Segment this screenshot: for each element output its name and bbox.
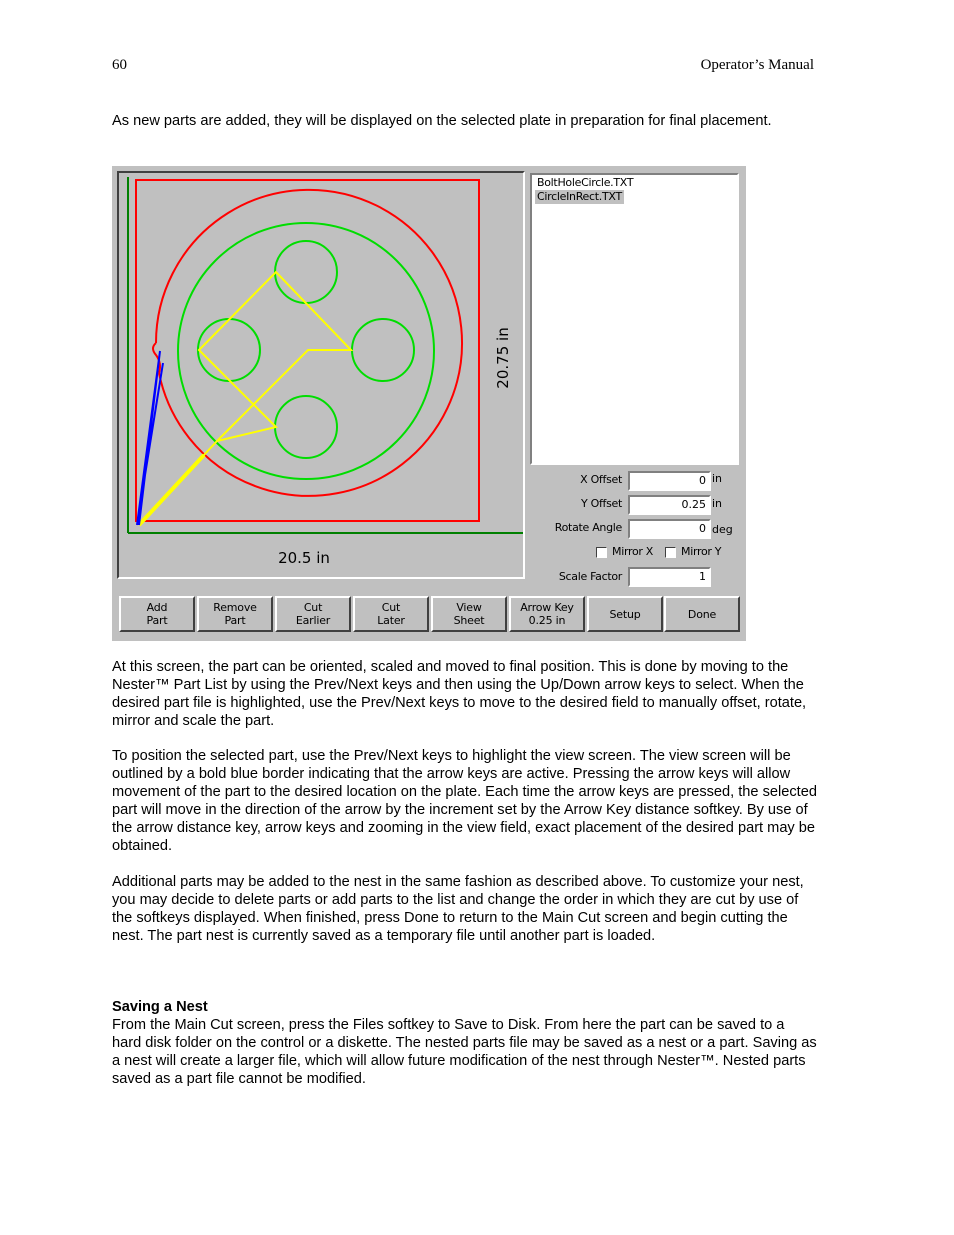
outer-part-circle	[156, 190, 462, 496]
cut-later-button[interactable]: Cut Later	[353, 596, 429, 632]
manual-title: Operator’s Manual	[700, 57, 814, 73]
saving-paragraph: From the Main Cut screen, press the Files softkey to Save to Disk. From here the part can be saved to a hard disk folder on the control or a diskette. The nested parts file may be saved as a nest or a part. Saving as a nest will create a larger file, which will allow future modification of the nest through Nester™. Nested parts saved as a part file cannot be modified.	[112, 1017, 817, 1087]
view-sheet-button[interactable]: View Sheet	[431, 596, 507, 632]
bolt-hole-top	[275, 241, 337, 303]
add-part-button[interactable]: Add Part	[119, 596, 195, 632]
width-dimension: 20.5 in	[278, 549, 330, 567]
nest-view-drawing	[119, 173, 523, 577]
rotate-angle-label: Rotate Angle	[554, 521, 622, 534]
body-paragraph-3: Additional parts may be added to the nest in the same fashion as described above. To customize your nest, you may decide to delete parts or add parts to the list and change the order in which they are cut by use of the softkeys displayed. When finished, press Done to return to the Main Cut screen and begin cutting the nest. The part nest is currently saved as a temporary file until another part is loaded.	[112, 874, 804, 944]
x-offset-label: X Offset	[580, 473, 622, 486]
traverse-path-start	[139, 455, 204, 525]
mirror-y-checkbox[interactable]	[665, 547, 676, 558]
bolt-hole-left	[198, 319, 260, 381]
cut-earlier-button[interactable]: Cut Earlier	[275, 596, 351, 632]
page-number: 60	[112, 57, 127, 73]
nester-screen	[112, 166, 746, 641]
arrow-key-button[interactable]: Arrow Key 0.25 in	[509, 596, 585, 632]
part-list-item-selected[interactable]: CircleInRect.TXT	[537, 190, 622, 203]
y-offset-label: Y Offset	[580, 497, 622, 510]
body-paragraph-1: At this screen, the part can be oriented, scaled and moved to final position. This is done by moving to the Nester™ Part List by using the Prev/Next keys and then using the Up/Down arrow keys to select. When the desired part file is highlighted, use the Prev/Next keys to move to the desired field to manually offset, rotate, mirror and scale the part.	[112, 659, 807, 729]
scale-factor-field[interactable]: 1	[628, 567, 711, 587]
setup-button[interactable]: Setup	[587, 596, 663, 632]
mirror-x-checkbox[interactable]	[596, 547, 607, 558]
bolt-hole-right	[352, 319, 414, 381]
bolt-hole-bottom	[275, 396, 337, 458]
view-screen[interactable]	[117, 171, 525, 579]
rotate-angle-field[interactable]: 0	[628, 519, 711, 539]
intro-paragraph: As new parts are added, they will be displayed on the selected plate in preparation for final placement.	[112, 113, 772, 129]
x-offset-unit: in	[712, 472, 723, 485]
done-button[interactable]: Done	[664, 596, 740, 632]
part-list[interactable]	[530, 173, 739, 465]
remove-part-button[interactable]: Remove Part	[197, 596, 273, 632]
part-list-item[interactable]: BoltHoleCircle.TXT	[537, 176, 634, 189]
body-paragraph-2: To position the selected part, use the Prev/Next keys to highlight the view screen. The view screen will be outlined by a bold blue border indicating that the arrow keys are active. Pressing the arrow keys will allow movement of the part to the desired location on the plate. Each time the arrow keys are pressed, the selected part will move in the direction of the arrow by the increment set by the Arrow Key distance softkey. By use of the arrow distance key, arrow keys and zooming in the view field, exact placement of the desired part may be obtained.	[112, 748, 817, 854]
x-offset-field[interactable]: 0	[628, 471, 711, 491]
mirror-y-label: Mirror Y	[681, 545, 722, 558]
y-offset-unit: in	[712, 497, 723, 510]
rotate-angle-unit: deg	[712, 523, 733, 536]
y-offset-field[interactable]: 0.25	[628, 495, 711, 515]
mirror-x-label: Mirror X	[612, 545, 654, 558]
section-heading: Saving a Nest	[112, 999, 208, 1015]
scale-factor-label: Scale Factor	[558, 570, 622, 583]
height-dimension: 20.75 in	[494, 327, 512, 389]
